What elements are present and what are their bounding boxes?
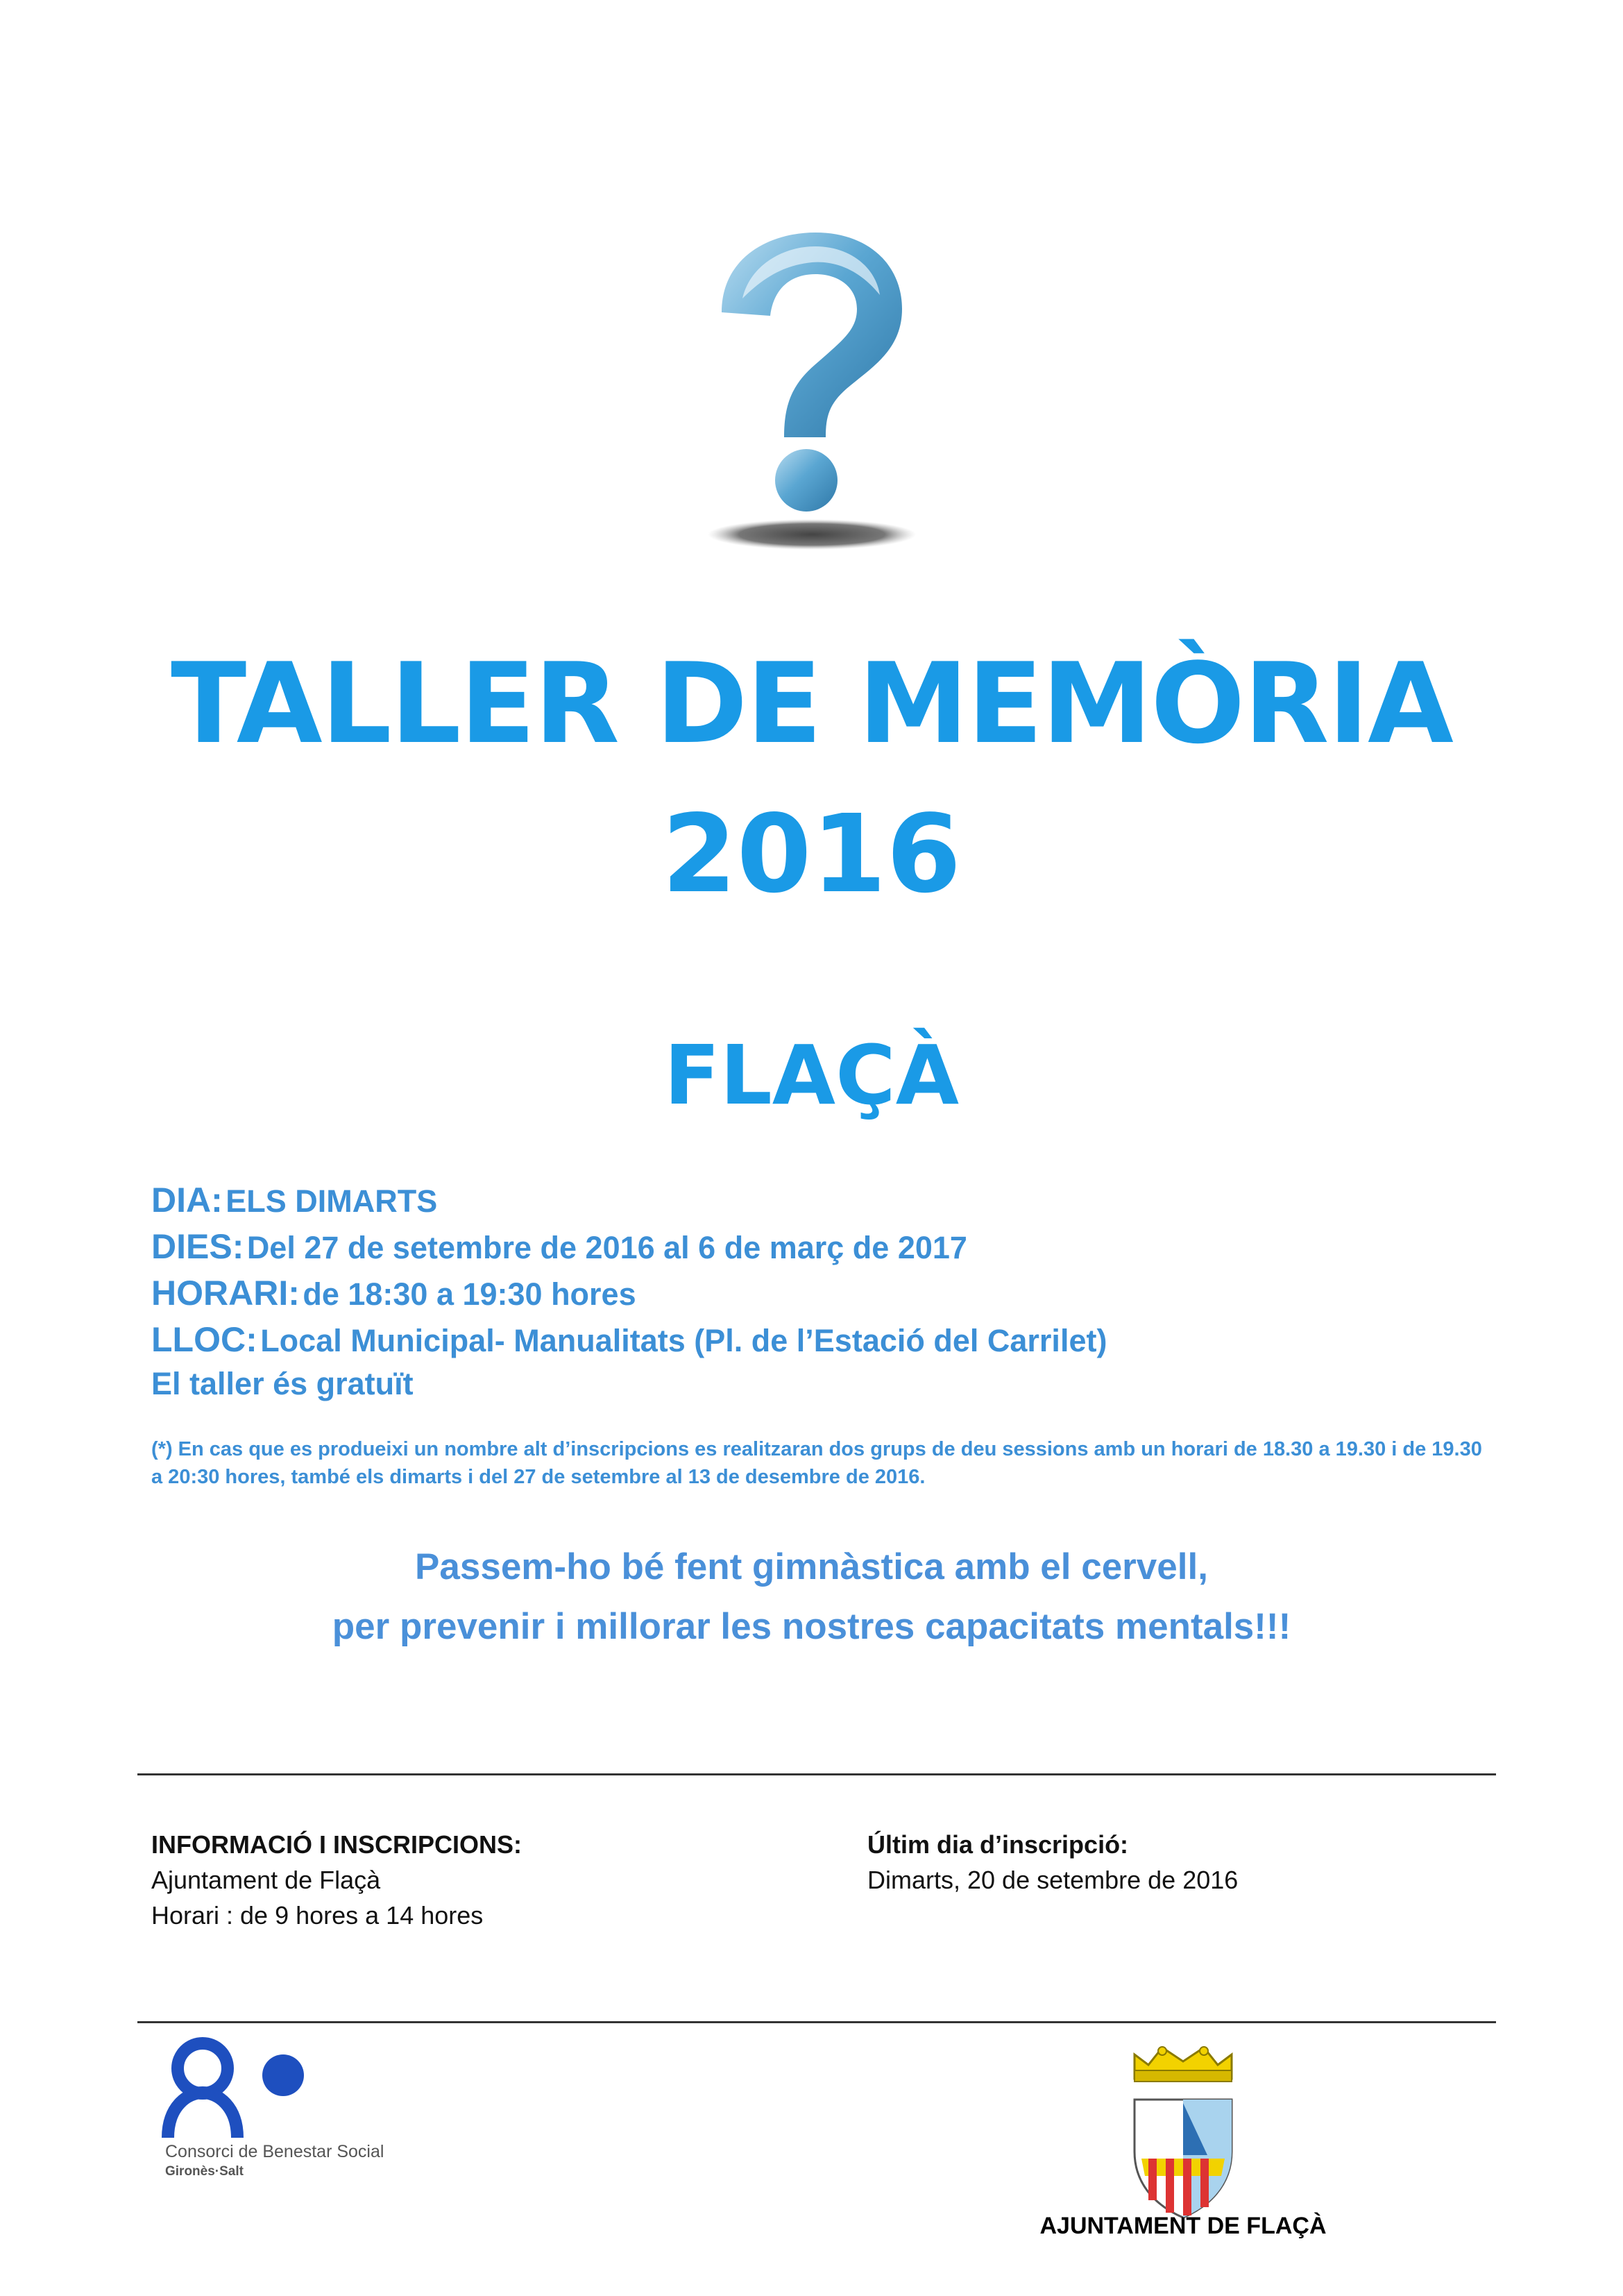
question-mark-icon — [694, 229, 930, 555]
deadline-date: Dimarts, 20 de setembre de 2016 — [867, 1866, 1239, 1894]
horari-label: HORARI: — [151, 1274, 300, 1312]
horari-value: de 18:30 a 19:30 hores — [303, 1276, 636, 1312]
divider-top — [137, 1773, 1496, 1775]
divider-bottom — [137, 2021, 1496, 2023]
slogan-line-2: per prevenir i millorar les nostres capacitats mentals!!! — [332, 1606, 1291, 1647]
consorci-subtitle: Gironès·Salt — [165, 2164, 244, 2179]
dia-value: ELS DIMARTS — [226, 1183, 438, 1219]
ajuntament-name: AJUNTAMENT DE FLAÇÀ — [1039, 2213, 1327, 2239]
event-details — [151, 1180, 1107, 1412]
info-block — [151, 1827, 522, 1933]
detail-row-dia — [151, 1180, 1107, 1226]
dia-label: DIA: — [151, 1181, 223, 1219]
town-name: FLAÇÀ — [663, 1027, 960, 1123]
lloc-label: LLOC: — [151, 1320, 257, 1359]
deadline-heading: Últim dia d’inscripció: — [867, 1830, 1129, 1859]
info-heading: INFORMACIÓ I INSCRIPCIONS: — [151, 1830, 522, 1859]
poster-title: TALLER DE MEMÒRIA — [171, 639, 1452, 768]
deadline-block — [867, 1827, 1238, 1898]
detail-row-dies — [151, 1226, 1107, 1273]
dies-label: DIES: — [151, 1227, 244, 1266]
coat-of-arms-icon — [1117, 2030, 1249, 2225]
lloc-value: Local Municipal- Manualitats (Pl. de l’Estació del Carrilet) — [260, 1323, 1107, 1358]
slogan-line-1: Passem-ho bé fent gimnàstica amb el cervell, — [415, 1546, 1208, 1587]
slogan — [0, 1537, 1623, 1657]
detail-row-horari — [151, 1273, 1107, 1319]
consorci-name: Consorci de Benestar Social — [165, 2142, 384, 2161]
dies-value: Del 27 de setembre de 2016 al 6 de març de 2017 — [246, 1230, 967, 1265]
poster-year: 2016 — [661, 791, 962, 917]
footnote: (*) En cas que es produeixi un nombre alt d’inscripcions es realitzaran dos grups de deu sessions amb un horari de 18.30 a 19.30 i de 19.30 a 20:30 hores, també els dimarts i del 27 de setembre al 13 de desembre de 2016. — [151, 1438, 1482, 1488]
info-line-2: Horari : de 9 hores a 14 hores — [151, 1901, 484, 1930]
info-line-1: Ajuntament de Flaçà — [151, 1866, 381, 1894]
detail-row-lloc — [151, 1319, 1107, 1366]
free-notice: El taller és gratuït — [151, 1366, 414, 1401]
